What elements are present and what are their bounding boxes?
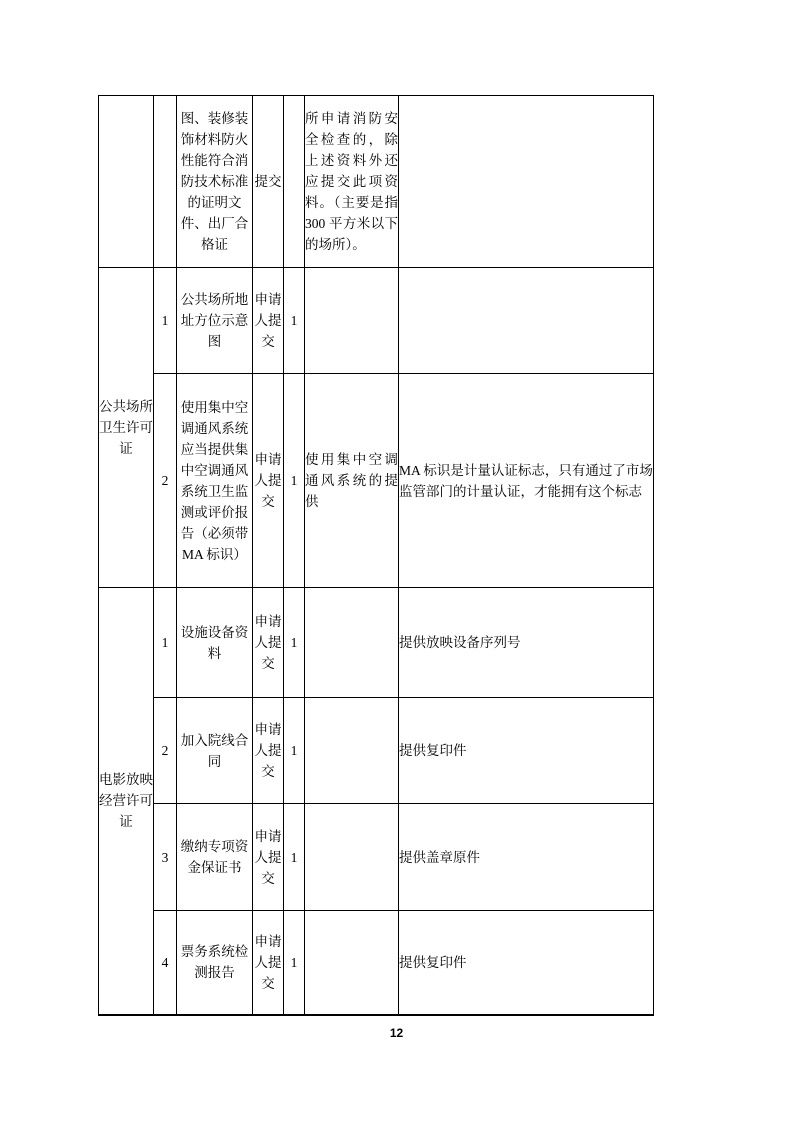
table-row	[99, 911, 654, 1015]
remark-cell	[399, 268, 654, 374]
continuation-license-cell	[99, 96, 154, 268]
copies-count-cell: 1	[284, 698, 305, 804]
section-license-cell: 公共场所卫生许可证	[99, 268, 154, 588]
remark-cell: 提供复印件	[399, 698, 654, 804]
page-number: 12	[389, 1026, 404, 1040]
row-number-cell: 2	[154, 374, 177, 588]
table-row	[99, 268, 654, 374]
copies-count-cell: 1	[284, 374, 305, 588]
material-name-cell: 加入院线合同	[177, 698, 253, 804]
submitter-cell: 申请人提交	[253, 374, 284, 588]
description-cell	[305, 804, 399, 911]
copies-count-cell: 1	[284, 268, 305, 374]
continuation-submitter-cell: 提交	[253, 96, 284, 268]
copies-count-cell: 1	[284, 588, 305, 698]
continuation-description-cell: 所申请消防安全检查的，除上述资料外还应提交此项资料。（主要是指 300 平方米以下的场所）。	[305, 96, 399, 268]
material-name-cell: 缴纳专项资金保证书	[177, 804, 253, 911]
description-cell: 使用集中空调通风系统的提供	[305, 374, 399, 588]
submitter-cell: 申请人提交	[253, 588, 284, 698]
remark-cell: 提供复印件	[399, 911, 654, 1015]
license-materials-table	[98, 95, 654, 1016]
row-number-cell: 3	[154, 804, 177, 911]
material-name-cell: 使用集中空调通风系统应当提供集中空调通风系统卫生监测或评价报告（必须带 MA 标识）	[177, 374, 253, 588]
remark-cell: 提供盖章原件	[399, 804, 654, 911]
continuation-copies-cell	[284, 96, 305, 268]
continuation-num-cell	[154, 96, 177, 268]
copies-count-cell: 1	[284, 804, 305, 911]
submitter-cell: 申请人提交	[253, 804, 284, 911]
continuation-material-cell: 图、装修装饰材料防火性能符合消防技术标准的证明文件、出厂合格证	[177, 96, 253, 268]
description-cell	[305, 588, 399, 698]
table-row	[99, 804, 654, 911]
remark-cell: MA 标识是计量认证标志，只有通过了市场监管部门的计量认证，才能拥有这个标志	[399, 374, 654, 588]
material-name-cell: 设施设备资料	[177, 588, 253, 698]
table-row	[99, 698, 654, 804]
continuation-remark-cell	[399, 96, 654, 268]
submitter-cell: 申请人提交	[253, 911, 284, 1015]
description-cell	[305, 268, 399, 374]
table-row-continuation	[99, 96, 654, 268]
description-cell	[305, 698, 399, 804]
remark-cell: 提供放映设备序列号	[399, 588, 654, 698]
submitter-cell: 申请人提交	[253, 698, 284, 804]
table-row	[99, 374, 654, 588]
copies-count-cell: 1	[284, 911, 305, 1015]
description-cell	[305, 911, 399, 1015]
row-number-cell: 4	[154, 911, 177, 1015]
table-row	[99, 588, 654, 698]
submitter-cell: 申请人提交	[253, 268, 284, 374]
section-license-cell: 电影放映经营许可证	[99, 588, 154, 1015]
row-number-cell: 1	[154, 588, 177, 698]
row-number-cell: 2	[154, 698, 177, 804]
material-name-cell: 公共场所地址方位示意图	[177, 268, 253, 374]
row-number-cell: 1	[154, 268, 177, 374]
material-name-cell: 票务系统检测报告	[177, 911, 253, 1015]
